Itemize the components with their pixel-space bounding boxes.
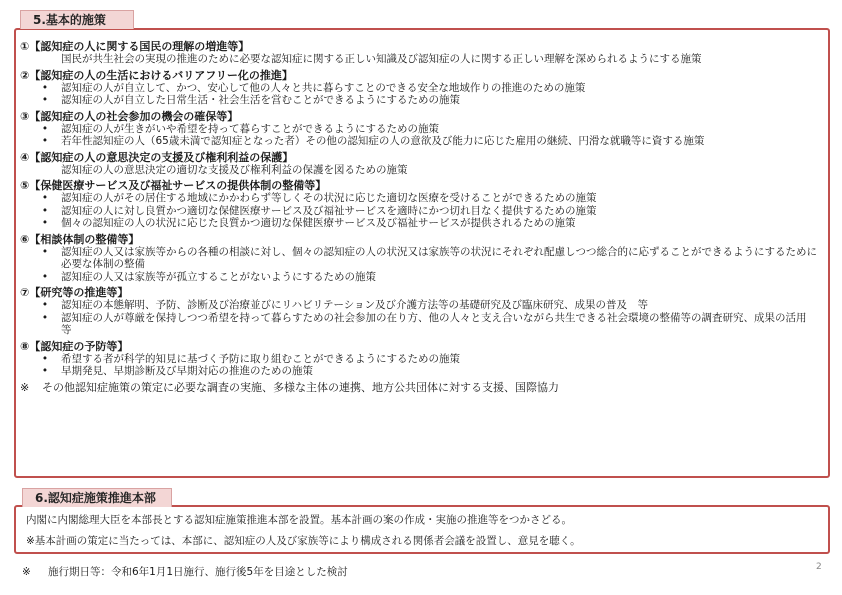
policy-bullet xyxy=(20,217,826,230)
policy-bullet-text: 認知症の本態解明、予防、診断及び治療並びにリハビリテーション及び介護方法等の基礎研究及び臨床研究、成果の普及 等 xyxy=(61,299,649,311)
bullet-dot-icon: • xyxy=(41,204,49,217)
policy-bullet-text: 早期発見、早期診断及び早期対応の推進のための施策 xyxy=(61,365,313,377)
policy-item xyxy=(20,286,826,337)
policy-bullet-list xyxy=(20,123,826,148)
bullet-dot-icon: • xyxy=(41,81,49,94)
policy-bullet xyxy=(20,271,826,284)
policy-bullet-text: 認知症の人に対し良質かつ適切な保健医療サービス及び福祉サービスを適時にかつ切れ目なく提供するための施策 xyxy=(61,204,597,217)
policy-item xyxy=(20,233,826,284)
policy-bullet xyxy=(20,353,826,366)
bullet-dot-icon: • xyxy=(41,352,49,365)
policy-bullet xyxy=(20,312,826,337)
policy-bullet-text: 認知症の人が自立して、かつ、安心して他の人々と共に暮らすことのできる安全な地域作りの推進のための施策 xyxy=(61,81,586,94)
note-mark: ※ xyxy=(20,380,30,394)
policy-bullet xyxy=(20,192,826,205)
bullet-dot-icon: • xyxy=(41,192,49,204)
section5-heading: 5.基本的施策 xyxy=(20,10,134,29)
policy-bullet-text: 希望する者が科学的知見に基づく予防に取り組むことができるようにするための施策 xyxy=(61,352,460,365)
section6-heading: 6.認知症施策推進本部 xyxy=(22,488,172,507)
policy-bullet xyxy=(20,205,826,218)
policy-item-title: ①【認知症の人に関する国民の理解の増進等】 xyxy=(20,40,250,53)
policy-bullet xyxy=(20,82,826,95)
bullet-dot-icon: • xyxy=(41,299,49,311)
policy-bullet-text: 認知症の人がその居住する地域にかかわらず等しくその状況に応じた適切な医療を受けることができるための施策 xyxy=(61,192,597,204)
policy-bullet xyxy=(20,365,826,378)
policy-item xyxy=(20,340,826,378)
policy-bullet xyxy=(20,94,826,107)
policy-bullet-list xyxy=(20,353,826,378)
footnote-mark: ※ xyxy=(22,566,31,578)
policy-bullet-text: 認知症の人又は家族等が孤立することがないようにするための施策 xyxy=(61,270,376,283)
policy-item-title: ④【認知症の人の意思決定の支援及び権利利益の保護】 xyxy=(20,150,294,164)
policy-item xyxy=(20,110,826,148)
policy-bullet xyxy=(20,246,826,271)
bullet-dot-icon: • xyxy=(41,122,49,135)
other-policies-note xyxy=(20,381,826,395)
policy-item-title: ⑦【研究等の推進等】 xyxy=(20,286,129,299)
policy-bullet xyxy=(20,299,826,312)
footnote xyxy=(22,565,348,579)
policy-bullet-text: 認知症の人が自立した日常生活・社会生活を営むことができるようにするための施策 xyxy=(61,94,460,106)
bullet-dot-icon: • xyxy=(41,365,49,377)
policy-bullet-list xyxy=(20,192,826,230)
policy-item xyxy=(20,40,826,66)
bullet-dot-icon: • xyxy=(41,245,49,258)
page-number: 2 xyxy=(816,562,822,572)
policy-bullet-text: 個々の認知症の人の状況に応じた良質かつ適切な保健医療サービス及び福祉サービスが提供されるための施策 xyxy=(61,217,576,229)
section6-frame xyxy=(14,505,830,554)
policy-bullet-text: 認知症の人が生きがいや希望を持って暮らすことができるようにするための施策 xyxy=(61,122,439,135)
bullet-dot-icon: • xyxy=(41,135,49,147)
policy-item xyxy=(20,151,826,177)
policy-bullet xyxy=(20,123,826,136)
section5-content xyxy=(20,40,826,395)
bullet-dot-icon: • xyxy=(41,94,49,106)
policy-bullet-list xyxy=(20,299,826,337)
policy-item xyxy=(20,69,826,107)
policy-bullet-list xyxy=(20,82,826,107)
policy-item-list xyxy=(20,40,826,378)
bullet-dot-icon: • xyxy=(41,270,49,283)
policy-item-description: 国民が共生社会の実現の推進のために必要な認知症に関する正しい知識及び認知症の人に関する正しい理解を深められるようにする施策 xyxy=(61,53,702,65)
policy-item-description: 認知症の人の意思決定の適切な支援及び権利利益の保護を図るための施策 xyxy=(61,163,408,176)
policy-item-title: ③【認知症の人の社会参加の機会の確保等】 xyxy=(20,109,239,123)
section6-line-1: 内閣に内閣総理大臣を本部長とする認知症施策推進本部を設置。基本計画の案の作成・実施の推進等をつかさどる。 xyxy=(26,514,572,526)
bullet-dot-icon: • xyxy=(41,311,49,324)
bullet-dot-icon: • xyxy=(41,217,49,229)
policy-bullet-text: 認知症の人が尊厳を保持しつつ希望を持って暮らすための社会参加の在り方、他の人々と支え合いながら共生できる社会環境の整備等の調査研究、成果の活用 等 xyxy=(61,311,817,336)
footnote-text: 施行期日等：令和6年1月1日施行、施行後5年を目途とした検討 xyxy=(48,566,348,578)
policy-item-title: ⑧【認知症の予防等】 xyxy=(20,339,129,353)
policy-item-title: ②【認知症の人の生活におけるバリアフリー化の推進】 xyxy=(20,68,293,82)
policy-bullet-list xyxy=(20,246,826,284)
policy-bullet-text: 認知症の人又は家族等からの各種の相談に対し、個々の認知症の人の状況又は家族等の状況にそれぞれ配慮しつつ総合的に応ずることができるようにするために必要な体制の整備 xyxy=(61,245,817,270)
policy-item-title: ⑥【相談体制の整備等】 xyxy=(20,232,140,246)
policy-item-title: ⑤【保健医療サービス及び福祉サービスの提供体制の整備等】 xyxy=(20,179,327,192)
policy-item xyxy=(20,179,826,230)
policy-bullet xyxy=(20,135,826,148)
policy-bullet-text: 若年性認知症の人（65歳未満で認知症となった者）その他の認知症の人の意欲及び能力に応じた雇用の継続、円滑な就職等に資する施策 xyxy=(61,135,705,147)
note-text: その他認知症施策の策定に必要な調査の実施、多様な主体の連携、地方公共団体に対する支援、国際協力 xyxy=(42,380,559,394)
section6-line-2: ※基本計画の策定に当たっては、本部に、認知症の人及び家族等により構成される関係者会議を設置し、意見を聴く。 xyxy=(26,535,581,547)
